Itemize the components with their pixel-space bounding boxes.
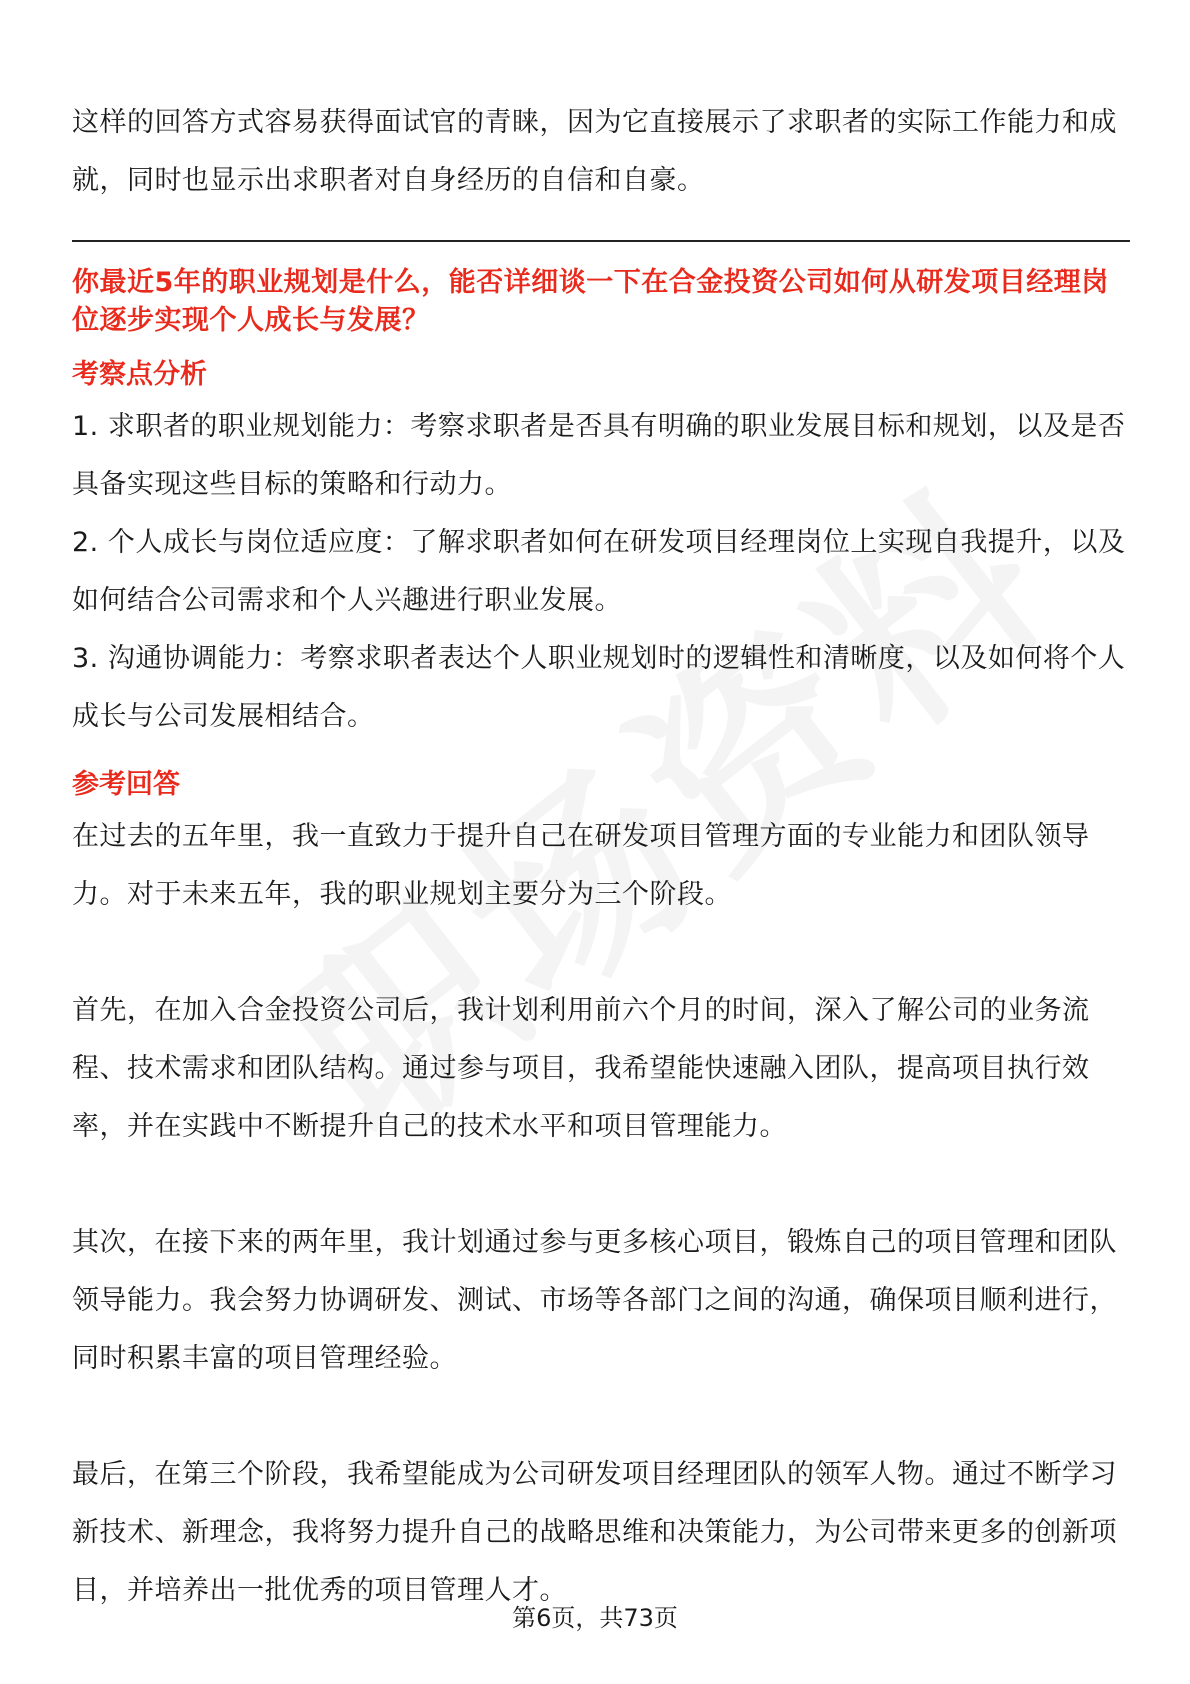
answer-paragraph: 在过去的五年里，我一直致力于提升自己在研发项目管理方面的专业能力和团队领导力。对于未来五年，我的职业规划主要分为三个阶段。 [72,821,1090,910]
analysis-item: 1. 求职者的职业规划能力：考察求职者是否具有明确的职业发展目标和规划，以及是否具备实现这些目标的策略和行动力。 [72,411,1126,500]
divider [72,240,1130,242]
answer-heading: 参考回答 [72,769,180,800]
paragraph-gap [72,1156,1132,1214]
document-body [72,94,1132,1620]
analysis-item: 3. 沟通协调能力：考察求职者表达个人职业规划时的逻辑性和清晰度，以及如何将个人成长与公司发展相结合。 [72,643,1126,732]
paragraph-gap [72,1388,1132,1446]
intro-paragraph: 这样的回答方式容易获得面试官的青睐，因为它直接展示了求职者的实际工作能力和成就，同时也显示出求职者对自身经历的自信和自豪。 [72,107,1117,196]
page-number: 第6页，共73页 [512,1604,678,1632]
analysis-heading: 考察点分析 [72,359,207,390]
answer-paragraph: 其次，在接下来的两年里，我计划通过参与更多核心项目，锻炼自己的项目管理和团队领导能力。我会努力协调研发、测试、市场等各部门之间的沟通，确保项目顺利进行，同时积累丰富的项目管理经验。 [72,1227,1117,1374]
analysis-item: 2. 个人成长与岗位适应度：了解求职者如何在研发项目经理岗位上实现自我提升，以及如何结合公司需求和个人兴趣进行职业发展。 [72,527,1126,616]
answer-paragraph: 首先，在加入合金投资公司后，我计划利用前六个月的时间，深入了解公司的业务流程、技术需求和团队结构。通过参与项目，我希望能快速融入团队，提高项目执行效率，并在实践中不断提升自己的技术水平和项目管理能力。 [72,995,1090,1142]
question-title: 你最近5年的职业规划是什么，能否详细谈一下在合金投资公司如何从研发项目经理岗位逐步实现个人成长与发展？ [72,267,1109,336]
paragraph-gap [72,924,1132,982]
answer-paragraph: 最后，在第三个阶段，我希望能成为公司研发项目经理团队的领军人物。通过不断学习新技术、新理念，我将努力提升自己的战略思维和决策能力，为公司带来更多的创新项目，并培养出一批优秀的项目管理人才。 [72,1459,1117,1606]
